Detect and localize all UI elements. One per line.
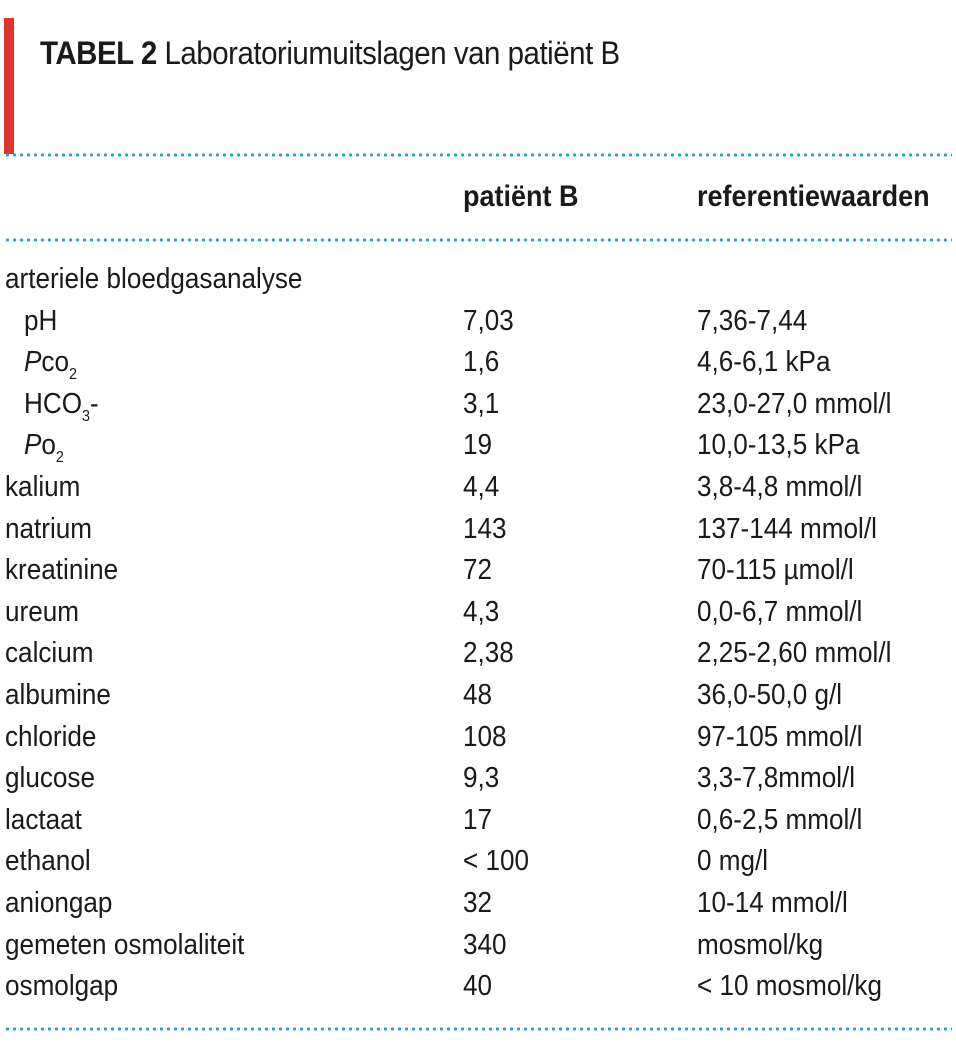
reference-value: 0 mg/l [697, 845, 769, 878]
patient-value: 72 [463, 554, 493, 587]
table-row [0, 592, 956, 634]
label-base: co [41, 346, 69, 379]
table-row [0, 841, 956, 883]
patient-value: 4,4 [463, 470, 500, 503]
label-subscript: 2 [68, 366, 78, 384]
table-row [0, 925, 956, 967]
row-label: ethanol [5, 845, 91, 878]
row-label: kalium [5, 470, 81, 503]
label-base: o [41, 429, 56, 462]
reference-value: 7,36-7,44 [697, 304, 808, 337]
reference-value: mosmol/kg [697, 928, 824, 961]
row-label: kreatinine [5, 554, 119, 587]
header-divider [4, 238, 952, 242]
patient-value: 40 [463, 970, 493, 1003]
label-subscript: 3 [82, 407, 91, 425]
patient-value: 9,3 [463, 762, 500, 795]
patient-value: 143 [463, 512, 507, 545]
section-label: arteriele bloedgasanalyse [5, 263, 303, 295]
patient-value: 32 [463, 886, 493, 919]
section-row [0, 259, 956, 301]
reference-value: 2,25-2,60 mmol/l [697, 637, 892, 670]
row-label: chloride [5, 720, 97, 753]
label-italic: P [24, 429, 42, 462]
label-italic: P [24, 346, 42, 379]
reference-value: 36,0-50,0 g/l [697, 678, 843, 711]
table-header [0, 176, 956, 218]
top-divider [4, 153, 952, 157]
reference-value: 0,0-6,7 mmol/l [697, 595, 863, 628]
patient-value: 1,6 [463, 346, 500, 379]
patient-value: 3,1 [463, 387, 500, 420]
label-subscript: 2 [55, 449, 64, 467]
column-header-patient: patiënt B [463, 180, 579, 213]
patient-value: 2,38 [463, 637, 514, 670]
table-body [0, 259, 956, 1008]
patient-value: 4,3 [463, 595, 500, 628]
row-label: aniongap [5, 886, 113, 919]
patient-value: 7,03 [463, 304, 514, 337]
label-base: HCO [24, 387, 83, 420]
reference-value: 0,6-2,5 mmol/l [697, 803, 863, 836]
patient-value: 340 [463, 928, 507, 961]
reference-value: 23,0-27,0 mmol/l [697, 387, 892, 420]
patient-value: 19 [463, 429, 493, 462]
table-row [0, 758, 956, 800]
accent-bar [4, 18, 14, 154]
patient-value: 108 [463, 720, 507, 753]
reference-value: 10-14 mmol/l [697, 886, 848, 919]
table-row [0, 425, 956, 467]
table-row [0, 717, 956, 759]
table-row [0, 550, 956, 592]
reference-value: 3,8-4,8 mmol/l [697, 470, 863, 503]
row-label: albumine [5, 678, 111, 711]
reference-value: 4,6-6,1 kPa [697, 346, 831, 379]
table-row [0, 883, 956, 925]
patient-value: < 100 [463, 845, 530, 878]
table-row [0, 384, 956, 426]
row-label: lactaat [5, 803, 82, 836]
row-label: natrium [5, 512, 93, 545]
table-row [0, 675, 956, 717]
column-header-reference: referentiewaarden [697, 180, 930, 213]
table-row [0, 800, 956, 842]
table-caption: Laboratoriumuitslagen van patiënt B [164, 35, 620, 71]
reference-value: 70-115 µmol/l [697, 554, 854, 587]
label-base: pH [24, 304, 58, 337]
reference-value: 97-105 mmol/l [697, 720, 863, 753]
reference-value: 137-144 mmol/l [697, 512, 877, 545]
table-row [0, 342, 956, 384]
table-row [0, 633, 956, 675]
row-label: glucose [5, 762, 95, 795]
reference-value: < 10 mosmol/kg [697, 970, 882, 1003]
table-row [0, 467, 956, 509]
row-label: ureum [5, 595, 79, 628]
reference-value: 10,0-13,5 kPa [697, 429, 860, 462]
table-title [40, 30, 620, 76]
row-label: osmolgap [5, 970, 119, 1003]
table-row [0, 509, 956, 551]
patient-value: 17 [463, 803, 493, 836]
row-label [24, 301, 57, 343]
table-number: TABEL 2 [40, 35, 157, 71]
reference-value: 3,3-7,8mmol/l [697, 762, 856, 795]
row-label: gemeten osmolaliteit [5, 928, 245, 961]
bottom-divider [4, 1027, 952, 1031]
table-row [0, 301, 956, 343]
table-row [0, 966, 956, 1008]
label-suffix: - [90, 387, 99, 420]
patient-value: 48 [463, 678, 493, 711]
row-label: calcium [5, 637, 94, 670]
